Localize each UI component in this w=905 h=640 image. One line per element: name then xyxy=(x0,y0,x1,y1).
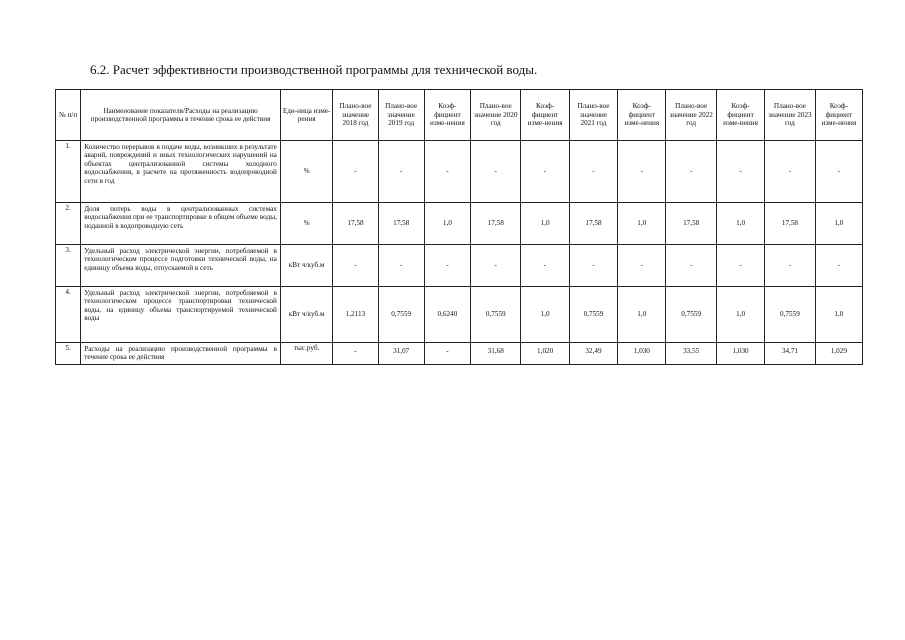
column-header: Еди-ница изме-рения xyxy=(280,90,333,141)
table-row xyxy=(56,141,863,203)
value-cell: 17,58 xyxy=(471,203,521,245)
value-cell: 0,6240 xyxy=(424,287,470,343)
value-cell: - xyxy=(765,141,815,203)
value-cell: 31,07 xyxy=(378,343,424,365)
value-cell: - xyxy=(521,141,569,203)
column-header: Коэф-фициент изме-нения xyxy=(716,90,764,141)
efficiency-table xyxy=(55,89,863,365)
value-cell: 0,7559 xyxy=(378,287,424,343)
column-header: Плано-вое значение 2020 год xyxy=(471,90,521,141)
value-cell: - xyxy=(666,245,716,287)
value-cell: - xyxy=(666,141,716,203)
value-cell: - xyxy=(815,245,862,287)
value-cell: 1,0 xyxy=(521,203,569,245)
value-cell: 31,68 xyxy=(471,343,521,365)
value-cell: 34,71 xyxy=(765,343,815,365)
value-cell: 1,030 xyxy=(716,343,764,365)
column-header: Коэф-фициент изме-нения xyxy=(618,90,666,141)
indicator-name: Удельный расход электрической энергии, потребляемой в технологическом процессе подготовки технической воды, на единицу объема воды, отпускаемой в сеть xyxy=(81,245,281,287)
value-cell: - xyxy=(424,343,470,365)
value-cell: 1,020 xyxy=(521,343,569,365)
value-cell: 1,0 xyxy=(618,203,666,245)
value-cell: 33,55 xyxy=(666,343,716,365)
row-number: 4. xyxy=(56,287,81,343)
value-cell: 1,029 xyxy=(815,343,862,365)
value-cell: 1,0 xyxy=(815,287,862,343)
value-cell: - xyxy=(569,141,617,203)
value-cell: 0,7559 xyxy=(471,287,521,343)
value-cell: - xyxy=(765,245,815,287)
row-number: 1. xyxy=(56,141,81,203)
value-cell: - xyxy=(424,245,470,287)
row-number: 3. xyxy=(56,245,81,287)
value-cell: 0,7559 xyxy=(569,287,617,343)
value-cell: 17,58 xyxy=(569,203,617,245)
value-cell: 32,49 xyxy=(569,343,617,365)
value-cell: - xyxy=(569,245,617,287)
unit-cell: % xyxy=(280,141,333,203)
value-cell: 1,030 xyxy=(618,343,666,365)
column-header: Плано-вое значение 2022 год xyxy=(666,90,716,141)
value-cell: 1,0 xyxy=(618,287,666,343)
value-cell: 0,7559 xyxy=(765,287,815,343)
value-cell: 17,58 xyxy=(666,203,716,245)
column-header: № п/п xyxy=(56,90,81,141)
unit-cell: кВт ч/куб.м xyxy=(280,287,333,343)
table-row xyxy=(56,245,863,287)
value-cell: - xyxy=(378,245,424,287)
column-header: Плано-вое значение 2021 год xyxy=(569,90,617,141)
value-cell: - xyxy=(378,141,424,203)
section-title: 6.2. Расчет эффективности производственной программы для технической воды. xyxy=(90,62,538,77)
indicator-name: Удельный расход электрической энергии, потребляемой в технологическом процессе транспортировки технической воды, на единицу объема транспортируемой технической воды xyxy=(81,287,281,343)
value-cell: - xyxy=(333,343,378,365)
value-cell: 17,58 xyxy=(765,203,815,245)
value-cell: 1,0 xyxy=(521,287,569,343)
unit-cell: % xyxy=(280,203,333,245)
table-row xyxy=(56,343,863,365)
value-cell: 17,58 xyxy=(333,203,378,245)
column-header: Плано-вое значение 2019 год xyxy=(378,90,424,141)
value-cell: 1,0 xyxy=(424,203,470,245)
value-cell: - xyxy=(333,245,378,287)
unit-cell: тыс.руб. xyxy=(280,343,333,365)
value-cell: 17,58 xyxy=(378,203,424,245)
table-row xyxy=(56,287,863,343)
table-row xyxy=(56,203,863,245)
value-cell: 1,0 xyxy=(716,203,764,245)
value-cell: 0,7559 xyxy=(666,287,716,343)
value-cell: - xyxy=(521,245,569,287)
value-cell: - xyxy=(716,141,764,203)
value-cell: - xyxy=(471,141,521,203)
column-header: Коэф-фициент изме-нения xyxy=(815,90,862,141)
value-cell: 1,0 xyxy=(716,287,764,343)
column-header: Коэф-фициент изме-нения xyxy=(424,90,470,141)
value-cell: - xyxy=(618,245,666,287)
row-number: 5. xyxy=(56,343,81,365)
column-header: Наименование показателя/Расходы на реализацию производственной программы в течение срока ее действия xyxy=(81,90,281,141)
header-row xyxy=(56,90,863,141)
column-header: Плано-вое значение 2023 год xyxy=(765,90,815,141)
column-header: Коэф-фициент изме-нения xyxy=(521,90,569,141)
value-cell: - xyxy=(471,245,521,287)
indicator-name: Расходы на реализацию производственной программы в течение срока ее действия xyxy=(81,343,281,365)
indicator-name: Количество перерывов в подаче воды, возникших в результате аварий, повреждений и иных технологических нарушений на объектах централизованной системы холодного водоснабжения, в расчете на протяженность водопроводной сети в год xyxy=(81,141,281,203)
value-cell: - xyxy=(333,141,378,203)
unit-cell: кВт ч/куб.м xyxy=(280,245,333,287)
value-cell: - xyxy=(424,141,470,203)
value-cell: 1,0 xyxy=(815,203,862,245)
value-cell: - xyxy=(618,141,666,203)
value-cell: 1,2113 xyxy=(333,287,378,343)
row-number: 2. xyxy=(56,203,81,245)
value-cell: - xyxy=(815,141,862,203)
indicator-name: Доля потерь воды в централизованных системах водоснабжения при ее транспортировке в общем объеме воды, поданной в водопроводную сеть xyxy=(81,203,281,245)
column-header: Плано-вое значение 2018 год xyxy=(333,90,378,141)
value-cell: - xyxy=(716,245,764,287)
